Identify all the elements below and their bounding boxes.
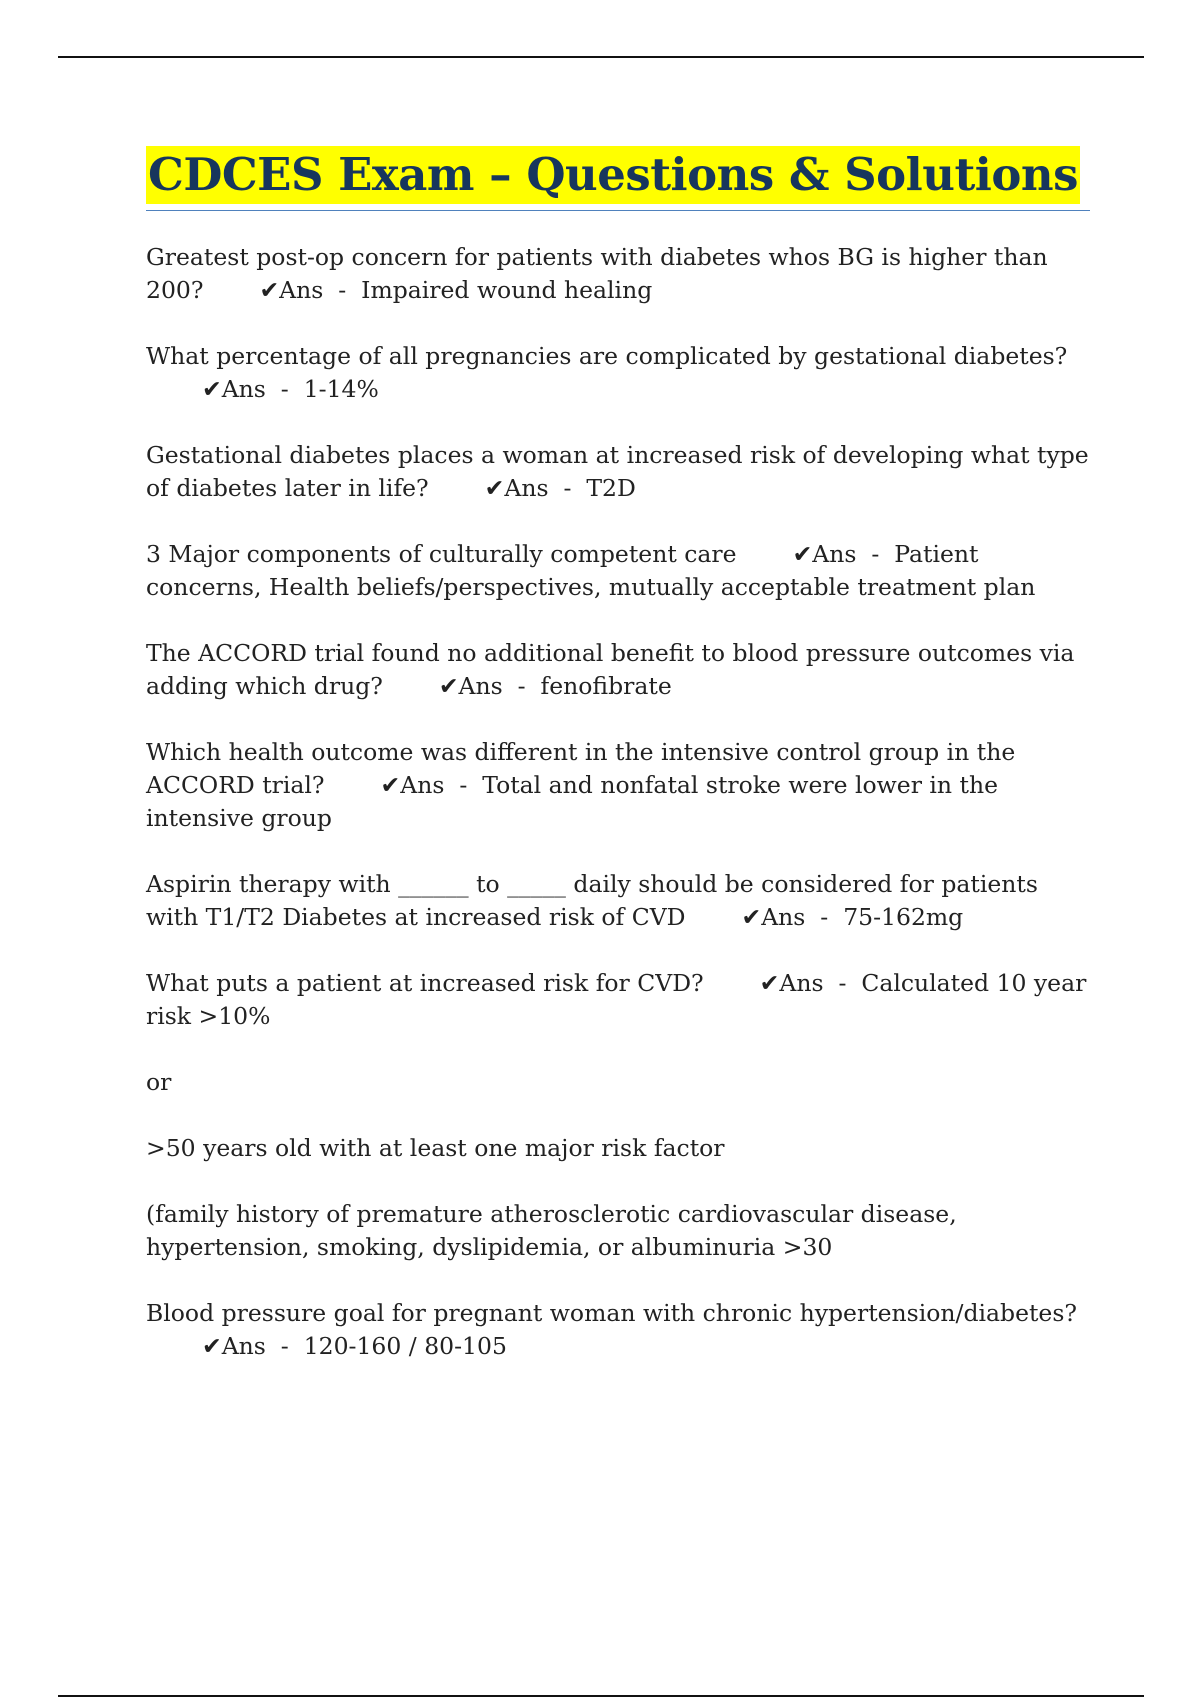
qa-entry (146, 967, 1094, 1033)
qa-entry (146, 538, 1090, 604)
answer-marker: ✔Ans - (380, 771, 483, 799)
text-entry (146, 1198, 1090, 1264)
header-rule (58, 56, 1144, 58)
answer-text: Total and nonfatal stroke were lower in the intensive group (146, 771, 1006, 832)
answer-text: 75-162mg (843, 903, 964, 931)
answer-marker: ✔Ans - (202, 375, 304, 403)
question-text: Aspirin therapy with ______ to _____ daily should be considered for patients with T1/T2 Diabetes at increased risk of CVD (146, 870, 1046, 931)
answer-text: 1-14% (303, 375, 379, 403)
answer-text: 120-160 / 80-105 (303, 1332, 507, 1360)
text-entry (146, 1132, 1090, 1165)
qa-entry (146, 868, 1090, 934)
title-block (146, 146, 1090, 211)
document-body (146, 146, 1097, 1396)
footer-rule (58, 1695, 1144, 1697)
answer-text: Patient concerns, Health beliefs/perspectives, mutually acceptable treatment plan (146, 540, 1036, 601)
text-entry (146, 1066, 1090, 1099)
answer-text: fenofibrate (540, 672, 672, 700)
answer-marker: ✔Ans - (792, 540, 895, 568)
question-text: Gestational diabetes places a woman at increased risk of developing what type of diabetes later in life? (146, 441, 1097, 502)
answer-marker: ✔Ans - (259, 276, 362, 304)
answer-marker: ✔Ans - (759, 969, 862, 997)
continuation-text: or (146, 1068, 172, 1096)
qa-entry (146, 241, 1090, 307)
answer-marker: ✔Ans - (484, 474, 587, 502)
question-text: 3 Major components of culturally competent care (146, 540, 737, 568)
question-text: Greatest post-op concern for patients with diabetes whos BG is higher than 200? (146, 243, 1056, 304)
question-text: Which health outcome was different in the intensive control group in the ACCORD trial? (146, 738, 1023, 799)
answer-marker: ✔Ans - (202, 1332, 304, 1360)
qa-list (146, 241, 1097, 1363)
qa-entry (146, 637, 1090, 703)
answer-marker: ✔Ans - (741, 903, 844, 931)
qa-entry (146, 1297, 1090, 1363)
question-text: The ACCORD trial found no additional benefit to blood pressure outcomes via adding which drug? (146, 639, 1082, 700)
qa-entry (146, 340, 1090, 406)
question-text: Blood pressure goal for pregnant woman with chronic hypertension/diabetes? (146, 1299, 1077, 1327)
continuation-text: (family history of premature atherosclerotic cardiovascular disease, hypertension, smoking, dyslipidemia, or albuminuria >30 (146, 1200, 965, 1261)
question-text: What percentage of all pregnancies are complicated by gestational diabetes? (146, 342, 1068, 370)
qa-entry (146, 439, 1097, 505)
document-title: CDCES Exam – Questions & Solutions (146, 146, 1080, 204)
qa-entry (146, 736, 1090, 835)
question-text: What puts a patient at increased risk for CVD? (146, 969, 704, 997)
continuation-text: >50 years old with at least one major risk factor (146, 1134, 725, 1162)
answer-marker: ✔Ans - (438, 672, 541, 700)
answer-text: Calculated 10 year risk >10% (146, 969, 1094, 1030)
answer-text: T2D (586, 474, 636, 502)
answer-text: Impaired wound healing (361, 276, 653, 304)
